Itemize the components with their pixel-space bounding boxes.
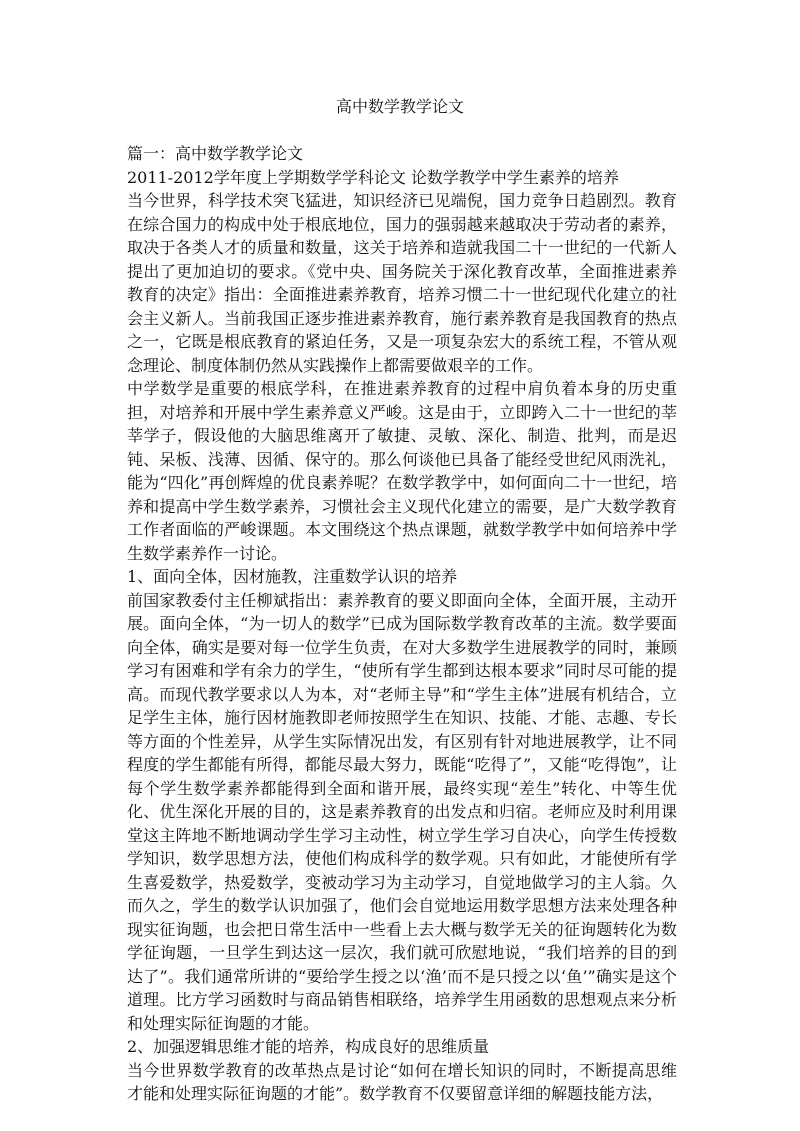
section-label: 篇一：高中数学教学论文 (127, 144, 304, 163)
paragraph-intro: 当今世界，科学技术突飞猛进，知识经济已见端倪，国力竞争日趋剧烈。教育在综合国力的构成中处于根底地位，国力的强弱越来越取决于劳动者的素养，取决于各类人才的质量和数量，这关于培养和造就我国二十一世纪的一代新人提出了更加迫切的要求。《党中央、国务院关于深化教育改革，全面推进素养教育的决定》指出：全面推进素养教育，培养习惯二十一世纪现代化建立的社会主义新人。当前我国正逐步推进素养教育，施行素养教育是我国教育的热点之一，它既是根底教育的紧迫任务，又是一项复杂宏大的系统工程，不管从观念理论、制度体制仍然从实践操作上都需要做艰辛的工作。 (127, 191, 677, 375)
paragraph-section-2: 当今世界数学教育的改革热点是讨论“如何在增长知识的同时，不断提高思维才能和处理实际征询题的才能”。数学教育不仅要留意详细的解题技能方法， (127, 1060, 677, 1103)
document-body (127, 142, 677, 1106)
paragraph-section-1: 前国家教委付主任柳斌指出：素养教育的要义即面向全体，全面开展，主动开展。面向全体，“为一切人的数学”已成为国际数学教育改革的主流。数学要面向全体，确实是要对每一位学生负责，在对大多数学生进展教学的同时，兼顾学习有困难和学有余力的学生，“使所有学生都到达根本要求”同时尽可能的提高。而现代教学要求以人为本，对“老师主导”和“学生主体”进展有机结合，立足学生主体，施行因材施教即老师按照学生在知识、技能、才能、志趣、专长等方面的个性差异，从学生实际情况出发，有区别有针对地进展教学，让不同程度的学生都能有所得，都能尽最大努力，既能“吃得了”，又能“吃得饱”，让每个学生数学素养都能得到全面和谐开展，最终实现“差生”转化、中等生优化、优生深化开展的目的，这是素养教育的出发点和归宿。老师应及时利用课堂这主阵地不断地调动学生学习主动性，树立学生学习自决心，向学生传授数学知识，数学思想方法，使他们构成科学的数学观。只有如此，才能使所有学生喜爱数学，热爱数学，变被动学习为主动学习，自觉地做学习的主人翁。久而久之，学生的数学认识加强了，他们会自觉地运用数学思想方法来处理各种现实征询题，也会把日常生活中一些看上去大概与数学无关的征询题转化为数学征询题，一旦学生到达这一层次，我们就可欣慰地说，“我们培养的目的到达了”。我们通常所讲的“要给学生授之以‘渔’而不是只授之以‘鱼’”确实是这个道理。比方学习函数时与商品销售相联络，培养学生用函数的思想观点来分析和处理实际征询题的才能。 (127, 590, 677, 1033)
heading-section-2: 2、加强逻辑思维才能的培养，构成良好的思维质量 (127, 1037, 490, 1056)
article-subtitle: 2011-2012学年度上学期数学学科论文 论数学教学中学生素养的培养 (127, 167, 619, 187)
document-title: 高中数学教学论文 (335, 97, 464, 116)
paragraph-math-importance: 中学数学是重要的根底学科，在推进素养教育的过程中肩负着本身的历史重担，对培养和开展中学生素养意义严峻。这是由于，立即跨入二十一世纪的莘莘学子，假设他的大脑思维离开了敏捷、灵敏、深化、制造、批判，而是迟钝、呆板、浅薄、因循、保守的。那么何谈他已具备了能经受世纪风雨洗礼，能为“四化”再创辉煌的优良素养呢？在数学教学中，如何面向二十一世纪，培养和提高中学生数学素养，习惯社会主义现代化建立的需要，是广大数学教育工作者面临的严峻课题。本文围绕这个热点课题，就数学教学中如何培养中学生数学素养作一讨论。 (127, 379, 677, 563)
heading-section-1: 1、面向全体，因材施教，注重数学认识的培养 (127, 567, 458, 586)
